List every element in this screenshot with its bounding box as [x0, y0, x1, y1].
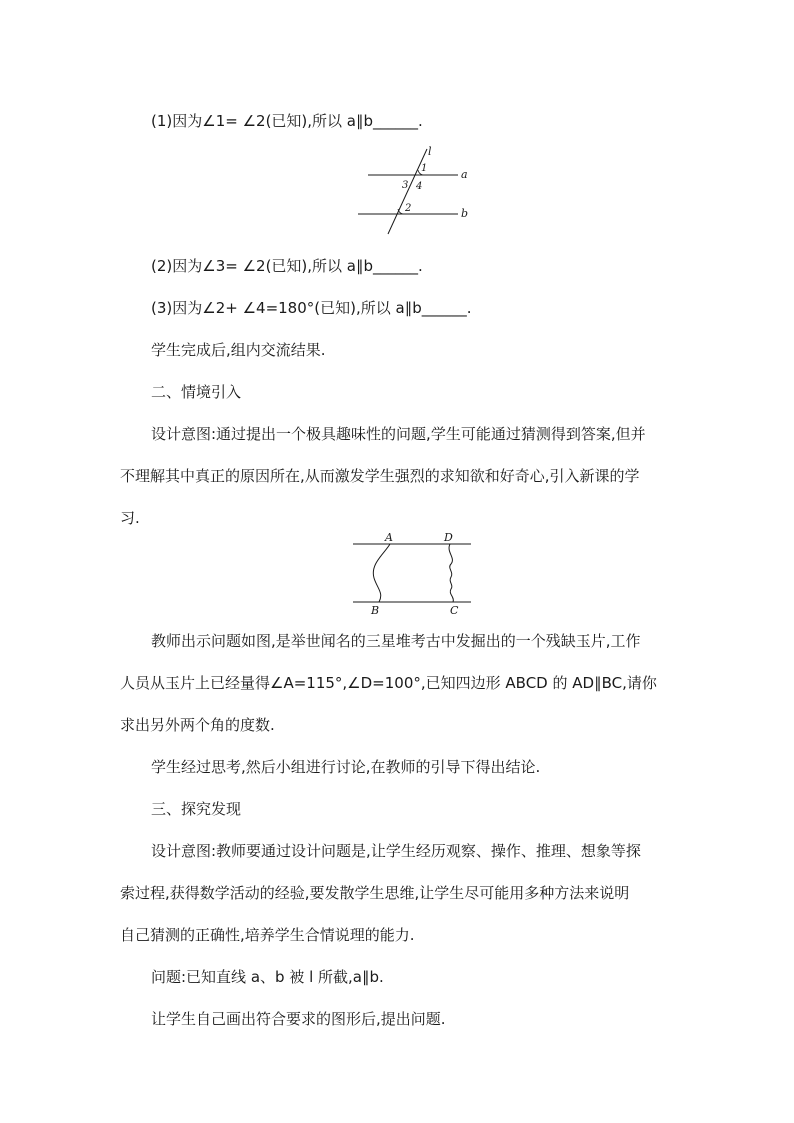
label-l: l — [428, 145, 432, 158]
question-text: 问题:已知直线 a、b 被 l 所截,a∥b. — [151, 968, 384, 986]
section-2-title: 二、情境引入 — [151, 383, 242, 401]
design-intent-3-line-1: 设计意图:教师要通过设计问题是,让学生经历观察、操作、推理、想象等探 — [151, 842, 641, 860]
label-D: D — [444, 531, 453, 544]
draw-prompt-text: 让学生自己画出符合要求的图形后,提出问题. — [151, 1010, 446, 1028]
question-1: (1)因为∠1= ∠2(已知),所以 a∥b______. — [151, 112, 423, 130]
problem-line-2: 人员从玉片上已经量得∠A=115°,∠D=100°,已知四边形 ABCD 的 AD∥BC,请你 — [120, 674, 657, 692]
label-2: 2 — [405, 203, 412, 214]
label-a: a — [461, 168, 468, 181]
label-C: C — [450, 604, 459, 617]
label-b: b — [461, 207, 469, 220]
group-exchange-text: 学生完成后,组内交流结果. — [151, 341, 326, 359]
problem-line-1: 教师出示问题如图,是举世闻名的三星堆考古中发掘出的一个残缺玉片,工作 — [151, 632, 641, 650]
label-4: 4 — [416, 181, 423, 192]
question-2: (2)因为∠3= ∠2(已知),所以 a∥b______. — [151, 257, 423, 275]
design-intent-3-line-3: 自己猜测的正确性,培养学生合情说理的能力. — [120, 926, 415, 944]
question-3: (3)因为∠2+ ∠4=180°(已知),所以 a∥b______. — [151, 299, 472, 317]
label-1: 1 — [421, 163, 428, 174]
design-intent-2-line-3: 习. — [120, 509, 140, 527]
label-3: 3 — [402, 180, 409, 191]
problem-line-3: 求出另外两个角的度数. — [120, 716, 275, 734]
discussion-text: 学生经过思考,然后小组进行讨论,在教师的引导下得出结论. — [151, 758, 541, 776]
curve-DC — [449, 544, 453, 602]
section-3-title: 三、探究发现 — [151, 800, 242, 818]
design-intent-2-line-1: 设计意图:通过提出一个极具趣味性的问题,学生可能通过猜测得到答案,但并 — [151, 425, 646, 443]
design-intent-3-line-2: 索过程,获得数学活动的经验,要发散学生思维,让学生尽可能用多种方法来说明 — [120, 884, 630, 902]
label-B: B — [371, 604, 380, 617]
parallel-lines-figure — [355, 143, 480, 238]
label-A: A — [385, 531, 393, 544]
curve-AB — [373, 544, 390, 602]
design-intent-2-line-2: 不理解其中真正的原因所在,从而激发学生强烈的求知欲和好奇心,引入新课的学 — [120, 467, 640, 485]
jade-fragment-figure — [350, 530, 475, 618]
